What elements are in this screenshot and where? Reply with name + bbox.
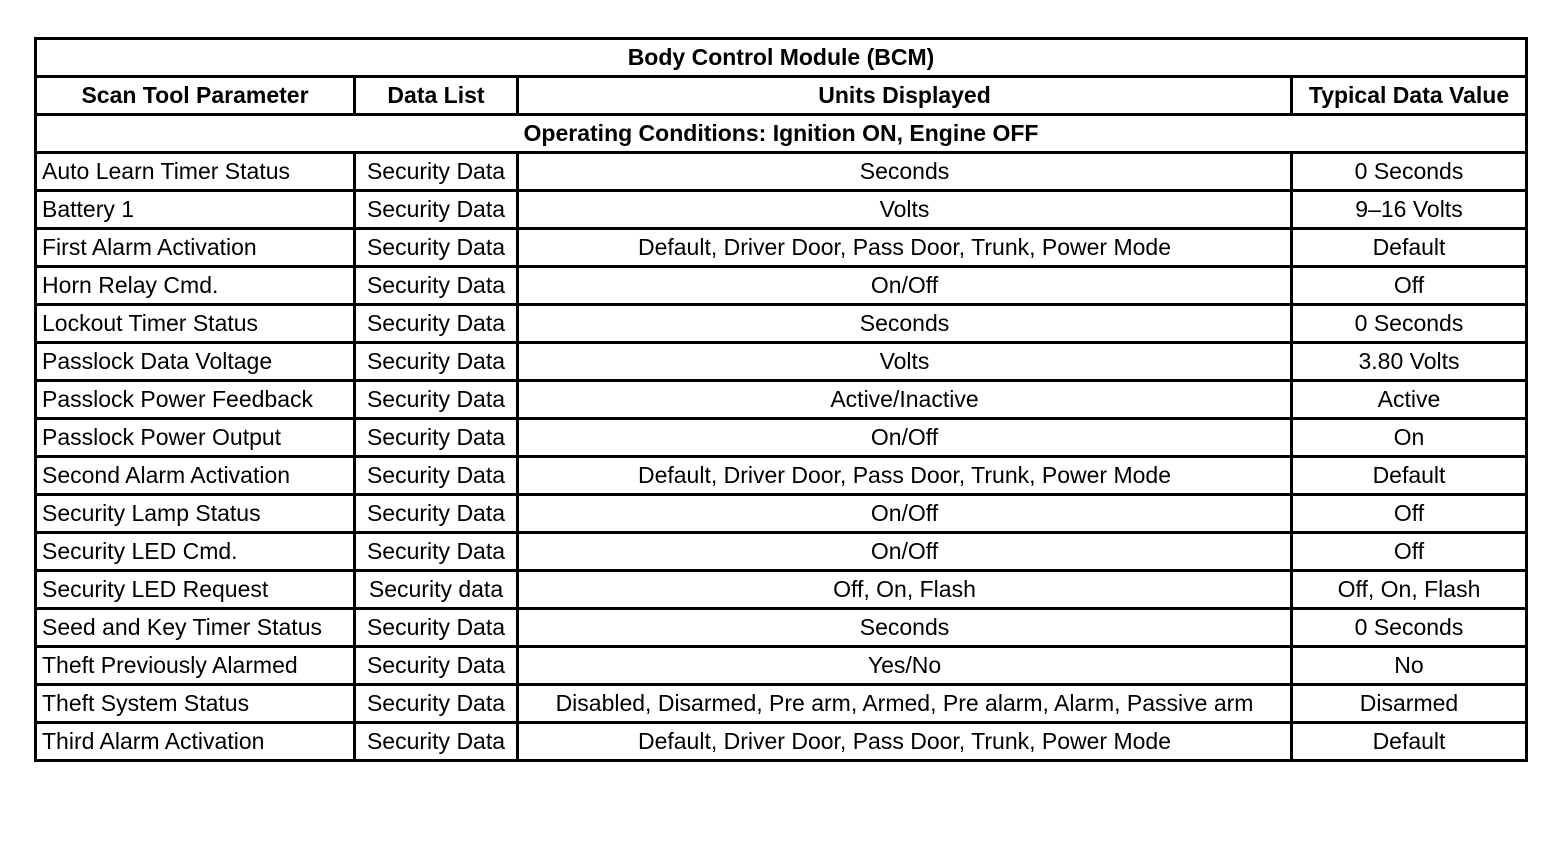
cell-data-list: Security Data (355, 495, 518, 533)
table-row (36, 533, 1527, 571)
table-row (36, 457, 1527, 495)
table-row (36, 191, 1527, 229)
cell-data-list: Security Data (355, 305, 518, 343)
cell-units-displayed: On/Off (518, 495, 1292, 533)
cell-data-list: Security Data (355, 229, 518, 267)
cell-scan-tool-parameter: Battery 1 (36, 191, 355, 229)
cell-units-displayed: Default, Driver Door, Pass Door, Trunk, Power Mode (518, 457, 1292, 495)
table-row (36, 305, 1527, 343)
cell-scan-tool-parameter: Auto Learn Timer Status (36, 153, 355, 191)
operating-conditions-row (36, 115, 1527, 153)
bcm-data-table (34, 37, 1528, 762)
cell-scan-tool-parameter: Theft System Status (36, 685, 355, 723)
cell-units-displayed: Seconds (518, 305, 1292, 343)
table-header-row (36, 77, 1527, 115)
cell-scan-tool-parameter: Security LED Cmd. (36, 533, 355, 571)
table-row (36, 229, 1527, 267)
cell-typical-data-value: Disarmed (1292, 685, 1527, 723)
cell-scan-tool-parameter: Theft Previously Alarmed (36, 647, 355, 685)
cell-typical-data-value: 0 Seconds (1292, 305, 1527, 343)
header-typical-data-value: Typical Data Value (1292, 77, 1527, 115)
cell-units-displayed: Default, Driver Door, Pass Door, Trunk, Power Mode (518, 723, 1292, 761)
cell-units-displayed: Off, On, Flash (518, 571, 1292, 609)
cell-units-displayed: Volts (518, 191, 1292, 229)
cell-typical-data-value: Default (1292, 457, 1527, 495)
cell-scan-tool-parameter: Second Alarm Activation (36, 457, 355, 495)
cell-scan-tool-parameter: Lockout Timer Status (36, 305, 355, 343)
header-units-displayed: Units Displayed (518, 77, 1292, 115)
cell-scan-tool-parameter: Third Alarm Activation (36, 723, 355, 761)
cell-data-list: Security Data (355, 723, 518, 761)
cell-typical-data-value: 9–16 Volts (1292, 191, 1527, 229)
cell-typical-data-value: No (1292, 647, 1527, 685)
table-body (36, 153, 1527, 761)
table-row (36, 723, 1527, 761)
table-row (36, 571, 1527, 609)
cell-typical-data-value: On (1292, 419, 1527, 457)
header-data-list: Data List (355, 77, 518, 115)
cell-typical-data-value: 0 Seconds (1292, 609, 1527, 647)
table-row (36, 381, 1527, 419)
cell-scan-tool-parameter: Horn Relay Cmd. (36, 267, 355, 305)
cell-units-displayed: Seconds (518, 153, 1292, 191)
cell-data-list: Security Data (355, 609, 518, 647)
cell-typical-data-value: Active (1292, 381, 1527, 419)
cell-units-displayed: On/Off (518, 419, 1292, 457)
cell-data-list: Security data (355, 571, 518, 609)
cell-data-list: Security Data (355, 685, 518, 723)
cell-data-list: Security Data (355, 419, 518, 457)
cell-units-displayed: Active/Inactive (518, 381, 1292, 419)
table-row (36, 609, 1527, 647)
cell-data-list: Security Data (355, 153, 518, 191)
cell-scan-tool-parameter: Passlock Power Feedback (36, 381, 355, 419)
cell-typical-data-value: Off (1292, 495, 1527, 533)
cell-typical-data-value: Off (1292, 267, 1527, 305)
table-row (36, 343, 1527, 381)
table-row (36, 419, 1527, 457)
table-title: Body Control Module (BCM) (36, 39, 1527, 77)
cell-units-displayed: Yes/No (518, 647, 1292, 685)
table-row (36, 647, 1527, 685)
cell-typical-data-value: Off, On, Flash (1292, 571, 1527, 609)
cell-units-displayed: Seconds (518, 609, 1292, 647)
cell-typical-data-value: 0 Seconds (1292, 153, 1527, 191)
cell-data-list: Security Data (355, 381, 518, 419)
header-scan-tool-parameter: Scan Tool Parameter (36, 77, 355, 115)
cell-data-list: Security Data (355, 343, 518, 381)
cell-data-list: Security Data (355, 533, 518, 571)
table-row (36, 267, 1527, 305)
table-row (36, 495, 1527, 533)
cell-scan-tool-parameter: Security LED Request (36, 571, 355, 609)
cell-data-list: Security Data (355, 267, 518, 305)
cell-data-list: Security Data (355, 647, 518, 685)
table-title-row (36, 39, 1527, 77)
cell-units-displayed: On/Off (518, 533, 1292, 571)
cell-typical-data-value: Default (1292, 229, 1527, 267)
cell-units-displayed: Volts (518, 343, 1292, 381)
cell-units-displayed: Default, Driver Door, Pass Door, Trunk, Power Mode (518, 229, 1292, 267)
cell-units-displayed: On/Off (518, 267, 1292, 305)
cell-data-list: Security Data (355, 457, 518, 495)
cell-typical-data-value: Default (1292, 723, 1527, 761)
table-row (36, 685, 1527, 723)
operating-conditions: Operating Conditions: Ignition ON, Engine OFF (36, 115, 1527, 153)
table-row (36, 153, 1527, 191)
cell-scan-tool-parameter: Security Lamp Status (36, 495, 355, 533)
cell-scan-tool-parameter: Passlock Data Voltage (36, 343, 355, 381)
cell-scan-tool-parameter: Passlock Power Output (36, 419, 355, 457)
cell-typical-data-value: 3.80 Volts (1292, 343, 1527, 381)
cell-data-list: Security Data (355, 191, 518, 229)
cell-units-displayed: Disabled, Disarmed, Pre arm, Armed, Pre alarm, Alarm, Passive arm (518, 685, 1292, 723)
cell-scan-tool-parameter: Seed and Key Timer Status (36, 609, 355, 647)
cell-typical-data-value: Off (1292, 533, 1527, 571)
cell-scan-tool-parameter: First Alarm Activation (36, 229, 355, 267)
